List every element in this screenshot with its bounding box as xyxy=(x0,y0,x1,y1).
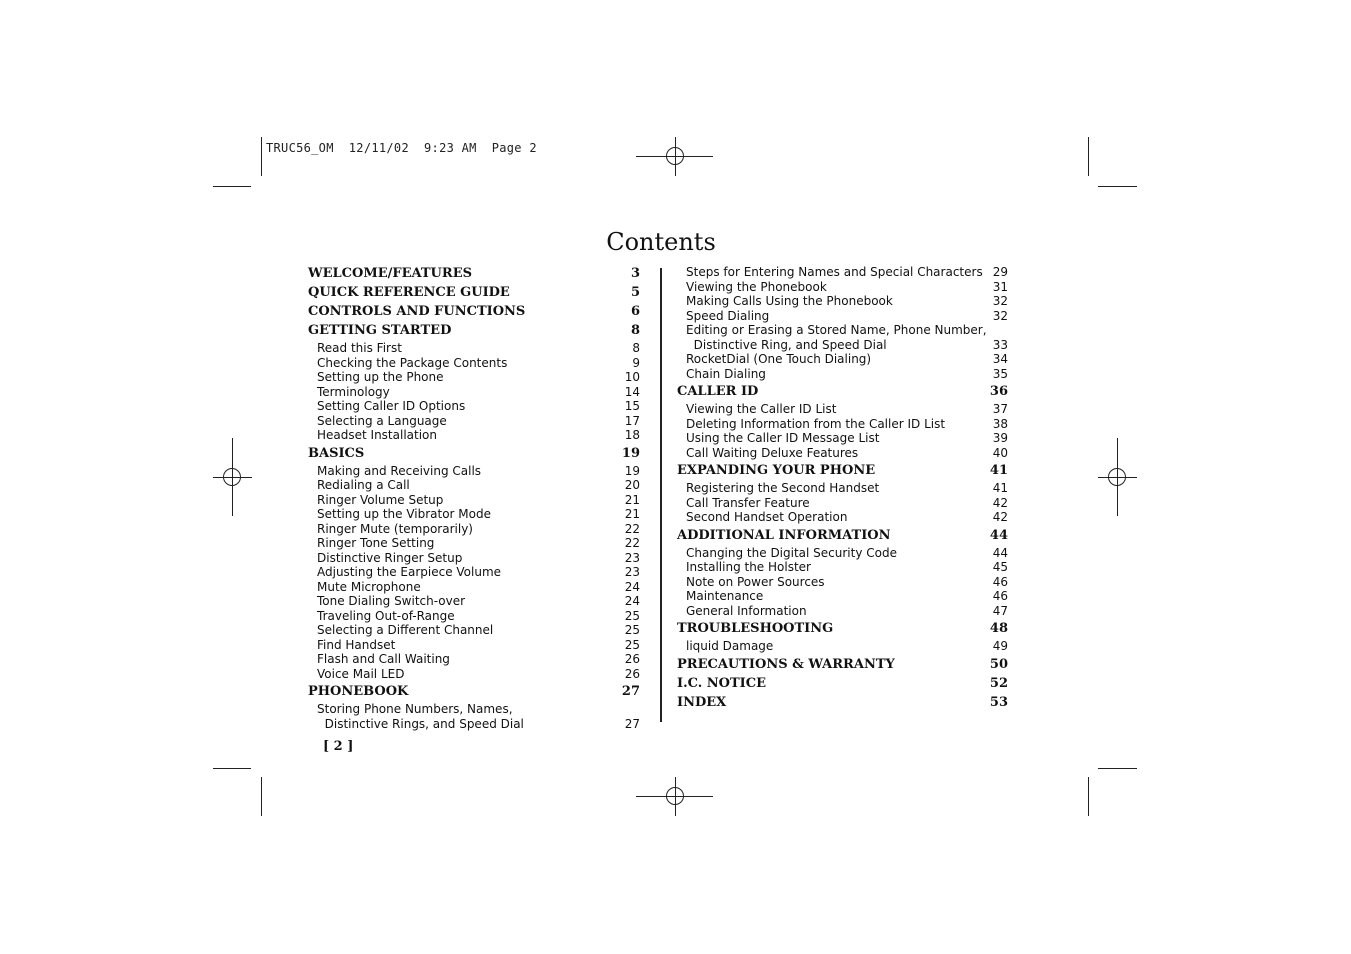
toc-entry-page: 38 xyxy=(992,416,1008,431)
crop-mark xyxy=(213,186,251,187)
toc-entry-page: 42 xyxy=(992,510,1008,524)
toc-entry-page: 49 xyxy=(992,639,1008,653)
toc-entry-page: 25 xyxy=(624,623,640,637)
toc-entry xyxy=(677,546,1008,561)
toc-entry-page: 41 xyxy=(989,463,1008,478)
toc-entry-page: 53 xyxy=(989,694,1008,710)
toc-entry xyxy=(308,667,640,682)
toc-entry-page: 44 xyxy=(992,545,1008,560)
toc-entry-title: Setting Caller ID Options xyxy=(317,399,466,413)
toc-entry xyxy=(677,604,1008,619)
toc-entry-page: 23 xyxy=(624,550,640,565)
toc-entry-title: CONTROLS AND FUNCTIONS xyxy=(308,304,526,319)
toc-entry-page: 50 xyxy=(989,656,1008,672)
toc-entry-page: 27 xyxy=(624,716,640,731)
toc-entry-page: 23 xyxy=(624,565,640,579)
page-title: Contents xyxy=(606,228,716,256)
toc-section xyxy=(677,527,1008,546)
toc-entry-page: 9 xyxy=(632,355,640,370)
toc-entry-title: Selecting a Different Channel xyxy=(317,623,494,637)
toc-entry-page: 37 xyxy=(992,402,1008,416)
toc-entry-title: Maintenance xyxy=(686,589,764,603)
toc-entry-page: 22 xyxy=(624,521,640,536)
toc-entry xyxy=(308,565,640,580)
toc-entry xyxy=(677,481,1008,496)
toc-entry xyxy=(308,385,640,400)
toc-section xyxy=(677,620,1008,639)
toc-entry-title: I.C. NOTICE xyxy=(677,675,766,691)
toc-entry xyxy=(308,522,640,537)
toc-entry-title: GETTING STARTED xyxy=(308,323,452,338)
toc-section xyxy=(308,265,640,284)
toc-entry-page: 32 xyxy=(992,308,1008,323)
toc-entry xyxy=(308,356,640,371)
toc-entry-page: 6 xyxy=(630,304,640,319)
print-slug: TRUC56_OM 12/11/02 9:23 AM Page 2 xyxy=(266,141,537,155)
toc-entry-page: 46 xyxy=(992,574,1008,589)
toc-entry xyxy=(677,417,1008,432)
toc-entry-page: 20 xyxy=(624,478,640,492)
toc-entry-page: 42 xyxy=(992,495,1008,510)
toc-entry-page: 33 xyxy=(992,337,1008,352)
toc-entry-title: Registering the Second Handset xyxy=(686,481,880,495)
toc-entry-title: Second Handset Operation xyxy=(686,510,848,524)
toc-entry-page: 26 xyxy=(624,652,640,666)
toc-entry-title: Distinctive Ring, and Speed Dial xyxy=(686,337,887,352)
toc-entry-title: PRECAUTIONS & WARRANTY xyxy=(677,656,895,672)
toc-entry xyxy=(308,399,640,414)
toc-entry-title: WELCOME/FEATURES xyxy=(308,266,472,281)
toc-entry-page: 26 xyxy=(624,666,640,681)
toc-entry xyxy=(677,446,1008,461)
toc-entry-page: 10 xyxy=(624,370,640,384)
toc-entry xyxy=(677,265,1008,280)
toc-entry-page: 8 xyxy=(630,323,640,338)
toc-entry-title: Deleting Information from the Caller ID List xyxy=(686,416,946,431)
toc-entry-page: 24 xyxy=(624,594,640,608)
toc-entry xyxy=(308,507,640,522)
crop-mark xyxy=(213,768,251,769)
toc-entry-page: 52 xyxy=(989,675,1008,691)
toc-entry-title: Speed Dialing xyxy=(686,308,770,323)
toc-entry-title: Steps for Entering Names and Special Characters xyxy=(686,265,983,279)
toc-entry xyxy=(677,352,1008,367)
toc-entry xyxy=(308,652,640,667)
toc-entry-page: 45 xyxy=(992,560,1008,574)
toc-entry-title: QUICK REFERENCE GUIDE xyxy=(308,285,510,300)
toc-entry-title: BASICS xyxy=(308,445,365,461)
toc-entry-title: Headset Installation xyxy=(317,428,437,442)
toc-entry-title: Traveling Out-of-Range xyxy=(317,608,455,623)
toc-entry-title: Read this First xyxy=(317,341,402,355)
toc-entry-title: Find Handset xyxy=(317,637,396,652)
toc-entry-title: RocketDial (One Touch Dialing) xyxy=(686,352,872,366)
toc-entry-title: Ringer Volume Setup xyxy=(317,492,444,507)
toc-entry xyxy=(677,309,1008,324)
toc-entry-page: 25 xyxy=(624,608,640,623)
toc-entry xyxy=(677,560,1008,575)
toc-entry xyxy=(308,464,640,479)
toc-entry xyxy=(677,402,1008,417)
crop-mark xyxy=(1088,777,1089,816)
toc-entry-page: 3 xyxy=(630,266,640,281)
toc-entry xyxy=(677,294,1008,309)
toc-entry-title: Note on Power Sources xyxy=(686,574,825,589)
toc-entry xyxy=(677,496,1008,511)
toc-section xyxy=(308,284,640,303)
toc-entry-title: Voice Mail LED xyxy=(317,666,405,681)
toc-entry-page: 19 xyxy=(624,463,640,478)
toc-entry-title: Flash and Call Waiting xyxy=(317,652,450,666)
toc-entry xyxy=(308,609,640,624)
toc-entry xyxy=(308,702,640,717)
toc-entry-page: 22 xyxy=(624,536,640,550)
toc-entry-title: INDEX xyxy=(677,694,727,710)
toc-entry-title: Chain Dialing xyxy=(686,366,766,381)
toc-entry-title: Viewing the Caller ID List xyxy=(686,402,837,416)
toc-left-column xyxy=(308,265,640,731)
toc-entry xyxy=(308,623,640,638)
toc-entry-title: Tone Dialing Switch-over xyxy=(317,594,466,608)
toc-entry-title: TROUBLESHOOTING xyxy=(677,621,834,636)
toc-entry-page: 31 xyxy=(992,279,1008,294)
toc-entry xyxy=(308,341,640,356)
toc-entry-page: 5 xyxy=(630,285,640,300)
toc-entry-title: Changing the Digital Security Code xyxy=(686,545,897,560)
toc-entry xyxy=(677,589,1008,604)
toc-entry-title: Ringer Mute (temporarily) xyxy=(317,521,473,536)
toc-entry-page: 48 xyxy=(989,621,1008,636)
toc-entry-title: Call Transfer Feature xyxy=(686,495,810,510)
toc-entry-title: Terminology xyxy=(317,384,390,399)
toc-entry-page: 21 xyxy=(624,492,640,507)
toc-entry-title: Setting up the Phone xyxy=(317,370,444,384)
toc-entry xyxy=(677,280,1008,295)
crop-mark xyxy=(1088,137,1089,176)
toc-entry-page: 44 xyxy=(989,527,1008,543)
toc-entry-title: Storing Phone Numbers, Names, xyxy=(317,702,513,716)
toc-entry-page: 24 xyxy=(624,579,640,594)
toc-entry xyxy=(308,551,640,566)
toc-entry-page: 18 xyxy=(624,428,640,442)
toc-entry xyxy=(308,428,640,443)
toc-entry-title: Making and Receiving Calls xyxy=(317,463,482,478)
toc-entry-page: 47 xyxy=(992,603,1008,618)
toc-section xyxy=(308,322,640,341)
toc-entry-page: 36 xyxy=(989,384,1008,399)
toc-entry-page: 34 xyxy=(992,352,1008,366)
toc-entry-title: General Information xyxy=(686,603,807,618)
toc-entry xyxy=(308,493,640,508)
toc-entry-page: 39 xyxy=(992,431,1008,445)
toc-entry-title: PHONEBOOK xyxy=(308,684,409,699)
toc-entry-page: 8 xyxy=(632,341,640,355)
toc-entry xyxy=(308,717,640,732)
toc-entry xyxy=(308,536,640,551)
toc-entry-title: Call Waiting Deluxe Features xyxy=(686,445,859,460)
toc-entry-title: Setting up the Vibrator Mode xyxy=(317,507,491,521)
toc-section xyxy=(677,694,1008,713)
toc-entry-page: 19 xyxy=(621,445,640,461)
toc-entry-page: 17 xyxy=(624,413,640,428)
crop-mark xyxy=(1098,768,1137,769)
toc-entry-page: 27 xyxy=(621,684,640,699)
toc-entry-page: 15 xyxy=(624,399,640,413)
toc-entry-page: 21 xyxy=(624,507,640,521)
toc-right-column xyxy=(677,265,1008,713)
toc-entry-page: 35 xyxy=(992,366,1008,381)
toc-entry-page: 25 xyxy=(624,637,640,652)
toc-entry-title: EXPANDING YOUR PHONE xyxy=(677,463,876,478)
toc-entry-page: 46 xyxy=(992,589,1008,603)
toc-section xyxy=(308,303,640,322)
toc-section xyxy=(677,675,1008,694)
toc-entry-title: Checking the Package Contents xyxy=(317,355,508,370)
toc-entry xyxy=(308,580,640,595)
toc-entry-title: Installing the Holster xyxy=(686,560,811,574)
crop-mark xyxy=(261,777,262,816)
toc-entry-title: liquid Damage xyxy=(686,639,774,653)
toc-entry xyxy=(677,367,1008,382)
toc-entry xyxy=(677,639,1008,654)
toc-entry-title: Ringer Tone Setting xyxy=(317,536,435,550)
toc-entry xyxy=(677,338,1008,353)
toc-entry xyxy=(677,575,1008,590)
toc-entry-page: 41 xyxy=(992,481,1008,495)
toc-entry xyxy=(308,478,640,493)
toc-entry-title: CALLER ID xyxy=(677,384,759,399)
toc-entry-page: 40 xyxy=(992,445,1008,460)
toc-entry-page: 29 xyxy=(992,265,1008,279)
toc-entry-title: Distinctive Rings, and Speed Dial xyxy=(317,716,524,731)
toc-entry-title: Adjusting the Earpiece Volume xyxy=(317,565,502,579)
toc-entry-page: 32 xyxy=(992,294,1008,308)
toc-entry-title: Viewing the Phonebook xyxy=(686,279,827,294)
toc-section xyxy=(308,445,640,464)
toc-entry-title: ADDITIONAL INFORMATION xyxy=(677,527,891,543)
toc-section xyxy=(677,656,1008,675)
toc-section xyxy=(677,383,1008,402)
toc-entry xyxy=(308,370,640,385)
toc-entry-title: Selecting a Language xyxy=(317,413,447,428)
toc-entry xyxy=(308,638,640,653)
toc-entry-title: Distinctive Ringer Setup xyxy=(317,550,463,565)
toc-entry xyxy=(308,414,640,429)
toc-entry xyxy=(677,323,1008,338)
toc-entry xyxy=(308,594,640,609)
toc-entry-page: 14 xyxy=(624,384,640,399)
toc-entry xyxy=(677,510,1008,525)
column-divider xyxy=(660,268,662,722)
toc-entry-title: Redialing a Call xyxy=(317,478,410,492)
toc-section xyxy=(308,683,640,702)
toc-entry xyxy=(677,431,1008,446)
toc-section xyxy=(677,462,1008,481)
crop-mark xyxy=(1098,186,1137,187)
toc-entry-title: Using the Caller ID Message List xyxy=(686,431,880,445)
toc-entry-title: Editing or Erasing a Stored Name, Phone Number, xyxy=(686,323,987,337)
toc-entry-title: Making Calls Using the Phonebook xyxy=(686,294,893,308)
page-number: [ 2 ] xyxy=(323,739,354,754)
crop-mark xyxy=(261,137,262,176)
toc-entry-title: Mute Microphone xyxy=(317,579,421,594)
